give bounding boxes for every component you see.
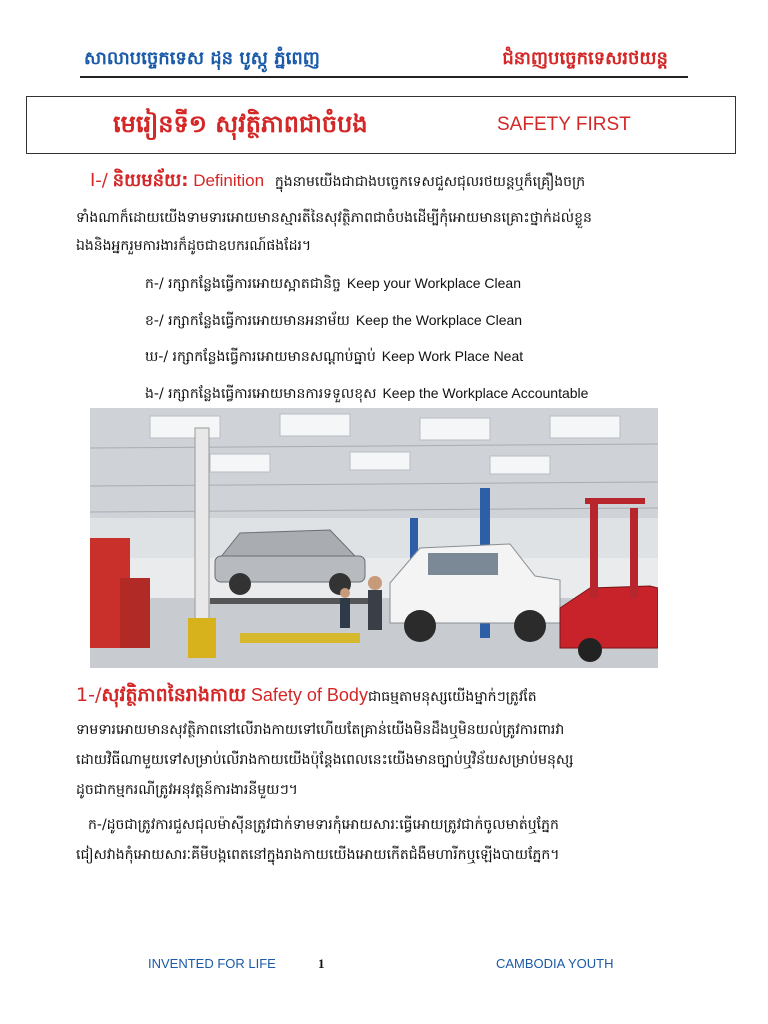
header-divider — [80, 76, 688, 78]
definition-text-line: ក្នុងនាមយើងជាជាងបច្ចេកទេសជួសជុលរថយន្តឬក៏គ្រឿងចក្រ — [274, 174, 586, 190]
section-text-line: ជៀសវាងកុំអោយសារៈគីមីបង្កពេតនៅក្នុងរាងកាយយើងអោយកើតជំងឺមហារីកឬឡើងបាយភ្នែក។ — [76, 847, 560, 863]
workshop-illustration — [90, 408, 658, 668]
list-item — [145, 274, 521, 295]
school-name: សាលាបច្ចេកទេស ដុន បូស្កូ ភ្នំពេញ — [84, 48, 320, 69]
section-heading: សុវត្ថិភាពនៃរាងកាយ — [101, 684, 247, 706]
section-text-line: ក-/ដូចជាត្រូវការជួសជុលម៉ាស៊ីនត្រូវជាក់ទាមទារកុំអោយសារៈធ្វើអោយត្រូវជាក់ចូលមាត់ឬភ្នែក — [88, 817, 559, 833]
list-item-khmer: ង-/ រក្សាកន្លែងធ្វើការអោយមានការទទួលខុស — [145, 386, 377, 402]
section-text-line: ដូចជាកម្មករណីត្រូវអនុវត្តន៍ការងារនីមួយៗ។ — [76, 782, 298, 798]
list-item-khmer: ក-/ រក្សាកន្លែងធ្វើការអោយស្អាតជានិច្ច — [145, 276, 341, 292]
lesson-title-khmer: មេរៀនទី១ សុវត្ថិភាពជាចំបង — [113, 110, 368, 138]
list-item-english: Keep Work Place Neat — [381, 348, 524, 364]
definition-english: Definition — [193, 171, 265, 190]
lesson-title-english: SAFETY FIRST — [497, 114, 631, 135]
section-text-line: ទាមទារអោយមានសុវត្ថិភាពនៅលើរាងកាយទៅហើយតែគ្រាន់យើងមិនដឹងឬមិនយល់ត្រូវការពារវា — [76, 722, 565, 738]
list-item-english: Keep the Workplace Accountable — [382, 385, 589, 401]
list-item-khmer: ឃ-/ រក្សាកន្លែងធ្វើការអោយមានសណ្តាប់ធ្នាប់ — [145, 349, 376, 365]
section-text-line: ដោយវិធីណាមួយទៅសម្រាប់លើរាងកាយយើងប៉ុន្តែងពេលនេះយើងមានច្បាប់ឬវិន័យសម្រាប់មនុស្ស — [76, 752, 574, 768]
section-english: Safety of Body — [250, 685, 368, 705]
footer-left-text: INVENTED FOR LIFE — [148, 956, 276, 971]
list-item — [145, 311, 522, 332]
lesson-title-box — [26, 96, 736, 154]
footer-right-text: CAMBODIA YOUTH — [496, 956, 614, 971]
section-number: 1-/ — [76, 684, 102, 706]
definition-heading-line — [90, 168, 680, 195]
page-number: 1 — [318, 956, 325, 971]
section-heading-line — [76, 683, 537, 711]
page-header — [78, 40, 690, 74]
list-item-english: Keep your Workplace Clean — [346, 275, 521, 291]
definition-number: I-/ — [90, 170, 108, 191]
list-item-khmer: ខ-/ រក្សាកន្លែងធ្វើការអោយមានអនាម័យ — [145, 313, 350, 329]
department-name: ជំនាញបច្ចេកទេសរថយន្ត — [502, 48, 668, 69]
list-item — [145, 384, 588, 405]
section-text-line: ជាធម្មតាមនុស្សយើងម្នាក់ៗត្រូវតែ — [367, 689, 537, 705]
list-item-english: Keep the Workplace Clean — [355, 312, 523, 328]
definition-heading: និយមន័យ: — [112, 170, 189, 191]
definition-text-line: ឯងនិងអ្នករួមការងារក៏ដូចជាឧបករណ៍ផងដែរ។ — [76, 238, 312, 254]
definition-text-line: ទាំងណាក៏ដោយយើងទាមទារអោយមានស្មារតីនៃសុវត្ថិភាពជាចំបងដើម្បីកុំអោយមានគ្រោះថ្នាក់ដល់ខ្លួន — [76, 210, 592, 226]
list-item — [145, 347, 523, 368]
workshop-photo — [90, 408, 658, 668]
